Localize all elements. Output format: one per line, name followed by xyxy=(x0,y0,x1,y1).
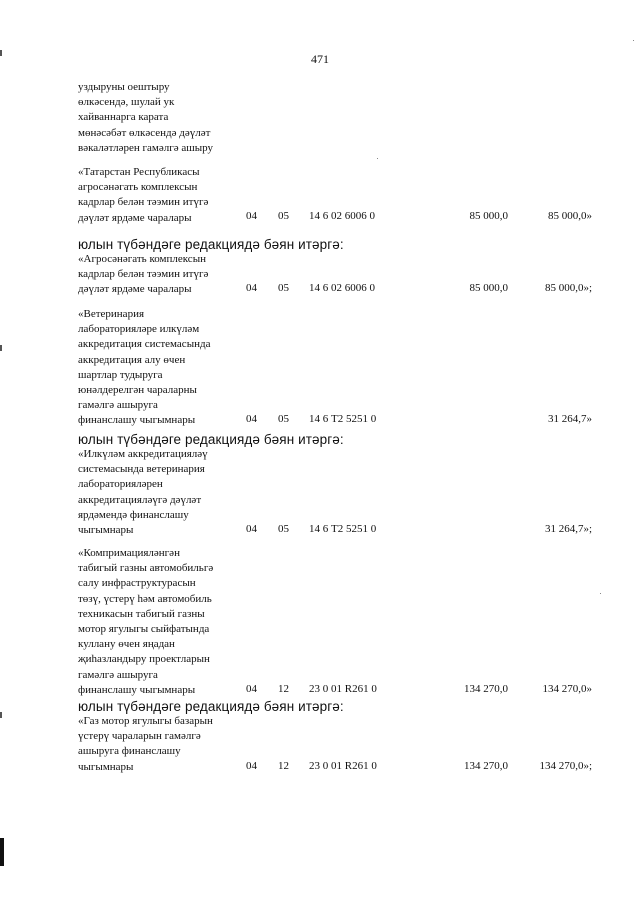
description-line: хайваннарга карата xyxy=(78,111,169,124)
description-line: мотор ягулыгы сыйфатында xyxy=(78,623,210,636)
row-description xyxy=(78,252,230,298)
description-line: дәүләт ярдәме чаралары xyxy=(78,283,192,296)
target-article-code: 14 6 02 6006 0 xyxy=(309,282,375,294)
description-line: гамәлгә ашыруга xyxy=(78,668,158,681)
row-description xyxy=(78,447,230,538)
row-description xyxy=(78,80,230,156)
section-code: 04 xyxy=(246,760,257,772)
description-line: табигый газны автомобильгә xyxy=(78,562,214,575)
description-line: үстерү чараларын гамәлгә xyxy=(78,730,201,743)
description-line: техникасын табигый газны xyxy=(78,607,205,620)
subsection-code: 12 xyxy=(278,683,289,695)
description-line: чыгымнары xyxy=(78,524,134,537)
subsection-code: 05 xyxy=(278,523,289,535)
scan-edge-mark xyxy=(0,50,2,56)
amount-column-2: 134 270,0»; xyxy=(539,760,592,772)
subsection-code: 05 xyxy=(278,413,289,425)
amendment-phrase: юлын түбәндәге редакциядә бәян итәргә: xyxy=(78,699,344,714)
description-line: мөнәсәбәт өлкәсендә дәүләт xyxy=(78,126,211,139)
amount-column-2: 31 264,7» xyxy=(548,413,592,425)
description-line: салу инфраструктурасын xyxy=(78,577,196,590)
description-line: лабораторияләре илкүләм xyxy=(78,323,200,336)
scan-edge-mark xyxy=(0,838,4,866)
row-description xyxy=(78,546,230,698)
description-line: гамәлгә ашыруга xyxy=(78,399,158,412)
amount-column-1: 85 000,0 xyxy=(469,282,508,294)
subsection-code: 12 xyxy=(278,760,289,772)
description-line: аккредитация системасында xyxy=(78,338,211,351)
amount-column-2: 134 270,0» xyxy=(542,683,592,695)
scan-edge-mark xyxy=(0,345,2,351)
target-article-code: 14 6 02 6006 0 xyxy=(309,210,375,222)
description-line: өлкәсендә, шулай ук xyxy=(78,96,175,109)
description-line: кадрлар белән тәэмин итүгә xyxy=(78,268,209,281)
page-number: 471 xyxy=(311,52,329,66)
description-line: «Агросәнәгать комплексын xyxy=(78,253,206,265)
description-line: аккредитация алу өчен xyxy=(78,353,186,366)
description-line: «Илкүләм аккредитацияләү xyxy=(78,448,208,460)
target-article-code: 23 0 01 R261 0 xyxy=(309,683,377,695)
description-line: финанслашу чыгымнары xyxy=(78,414,196,427)
section-code: 04 xyxy=(246,413,257,425)
amount-column-1: 134 270,0 xyxy=(464,683,508,695)
description-line: төзү, үстерү һәм автомобиль xyxy=(78,592,212,605)
amount-column-1: 85 000,0 xyxy=(469,210,508,222)
description-line: кадрлар белән тәэмин итүгә xyxy=(78,196,209,209)
amount-column-2: 85 000,0»; xyxy=(544,282,592,294)
amount-column-2: 85 000,0» xyxy=(548,210,592,222)
description-line: лабораторияләрен xyxy=(78,478,163,491)
scan-speck xyxy=(633,40,634,41)
amendment-phrase: юлын түбәндәге редакциядә бәян итәргә: xyxy=(78,432,344,447)
description-line: ярдәмендә финанслашу xyxy=(78,508,189,521)
subsection-code: 05 xyxy=(278,210,289,222)
section-code: 04 xyxy=(246,210,257,222)
description-line: юнәлдерелгән чараларны xyxy=(78,384,197,397)
description-line: «Компримацияләнгән xyxy=(78,547,180,559)
description-line: «Газ мотор ягулыгы базарын xyxy=(78,715,213,727)
row-description xyxy=(78,307,230,429)
description-line: системасында ветеринария xyxy=(78,463,205,476)
amount-column-1: 134 270,0 xyxy=(464,760,508,772)
scan-speck xyxy=(600,593,601,594)
description-line: финанслашу чыгымнары xyxy=(78,683,196,696)
description-line: шартлар тудыруга xyxy=(78,368,163,381)
amount-column-2: 31 264,7»; xyxy=(544,523,592,535)
description-line: «Татарстан Республикасы xyxy=(78,166,200,178)
subsection-code: 05 xyxy=(278,282,289,294)
row-description xyxy=(78,714,230,775)
target-article-code: 14 6 Т2 5251 0 xyxy=(309,523,377,535)
description-line: ашыруга финанслашу xyxy=(78,745,181,758)
description-line: куллану өчен яңадан xyxy=(78,638,175,651)
description-line: җиһазландыру проектларын xyxy=(78,653,210,666)
row-description xyxy=(78,165,230,226)
description-line: аккредитацияләүгә дәүләт xyxy=(78,493,202,506)
description-line: чыгымнары xyxy=(78,760,134,773)
description-line: дәүләт ярдәме чаралары xyxy=(78,211,192,224)
description-line: вәкаләтләрен гамәлгә ашыру xyxy=(78,141,213,154)
section-code: 04 xyxy=(246,282,257,294)
scan-edge-mark xyxy=(0,712,2,718)
section-code: 04 xyxy=(246,523,257,535)
scan-speck xyxy=(377,158,378,159)
description-line: «Ветеринария xyxy=(78,308,145,320)
target-article-code: 23 0 01 R261 0 xyxy=(309,760,377,772)
description-line: агросәнәгать комплексын xyxy=(78,181,198,194)
amendment-phrase: юлын түбәндәге редакциядә бәян итәргә: xyxy=(78,237,344,252)
section-code: 04 xyxy=(246,683,257,695)
description-line: уздыруны оештыру xyxy=(78,81,170,93)
target-article-code: 14 6 Т2 5251 0 xyxy=(309,413,377,425)
